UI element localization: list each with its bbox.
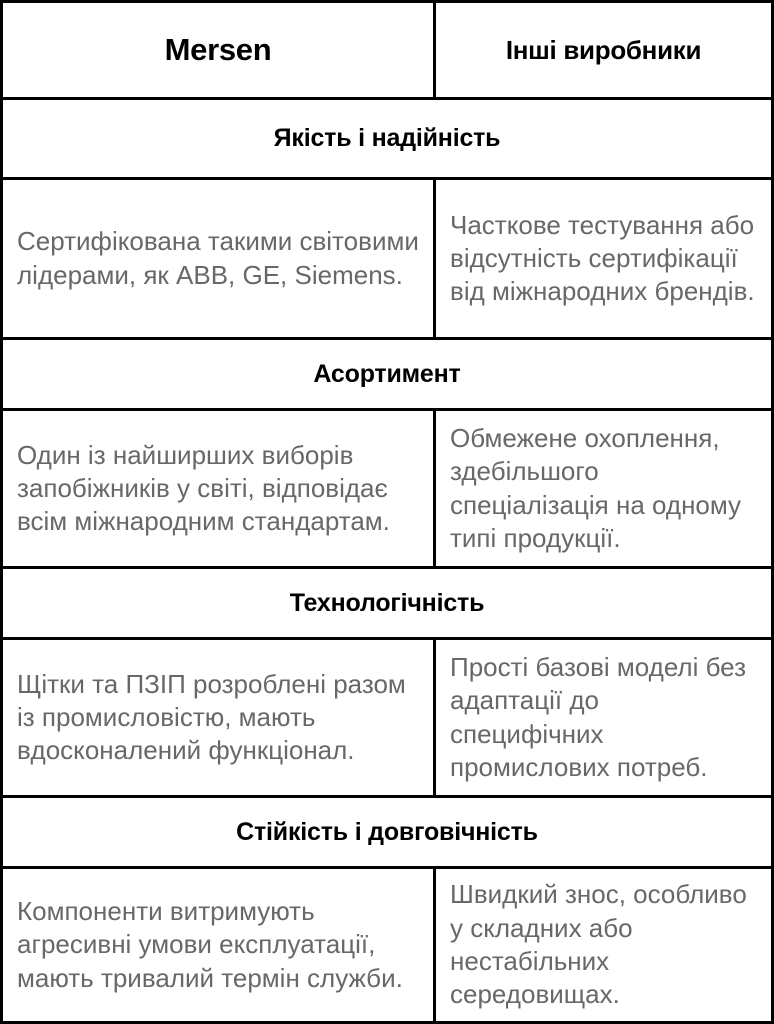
section-title-durability: Стійкість і довговічність [236, 817, 538, 846]
cell-quality-mersen: Сертифікована такими світовими лідерами, як ABB, GE, Siemens. [17, 226, 419, 290]
content-row-assortment [3, 408, 771, 566]
cell-durability-others: Швидкий знос, особливо у складних або нестабільних середовищах. [433, 869, 771, 1021]
section-title-technology: Технологічність [289, 588, 485, 617]
cell-technology-others: Прості базові моделі без адаптації до специфічних промислових потреб. [433, 640, 771, 795]
cell-assortment-mersen: Один із найширших виборів запобіжників у світі, відповідає всім міжнародним стандартам. [17, 439, 390, 537]
cell-durability-mersen: Компоненти витримують агресивні умови експлуатації, мають тривалий термін служби. [17, 896, 403, 993]
table-header-row [3, 3, 771, 97]
section-title-assortment: Асортимент [313, 359, 461, 388]
header-other-manufacturers: Інші виробники [433, 3, 771, 97]
content-row-quality [3, 177, 771, 337]
section-title-quality: Якість і надійність [273, 124, 501, 152]
cell-assortment-others: Обмежене охоплення, здебільшого спеціалізація на одному типі продукції. [433, 411, 771, 566]
content-row-technology [3, 637, 771, 795]
section-row-quality [3, 97, 771, 177]
section-row-durability [3, 795, 771, 866]
section-row-technology [3, 566, 771, 637]
content-row-durability [3, 866, 771, 1021]
cell-quality-others: Часткове тестування або відсутність сертифікації від міжнародних брендів. [433, 180, 771, 337]
header-mersen: Mersen [164, 32, 272, 67]
cell-technology-mersen: Щітки та ПЗІП розроблені разом із промисловістю, мають вдосконалений функціонал. [17, 668, 406, 766]
section-row-assortment [3, 337, 771, 408]
